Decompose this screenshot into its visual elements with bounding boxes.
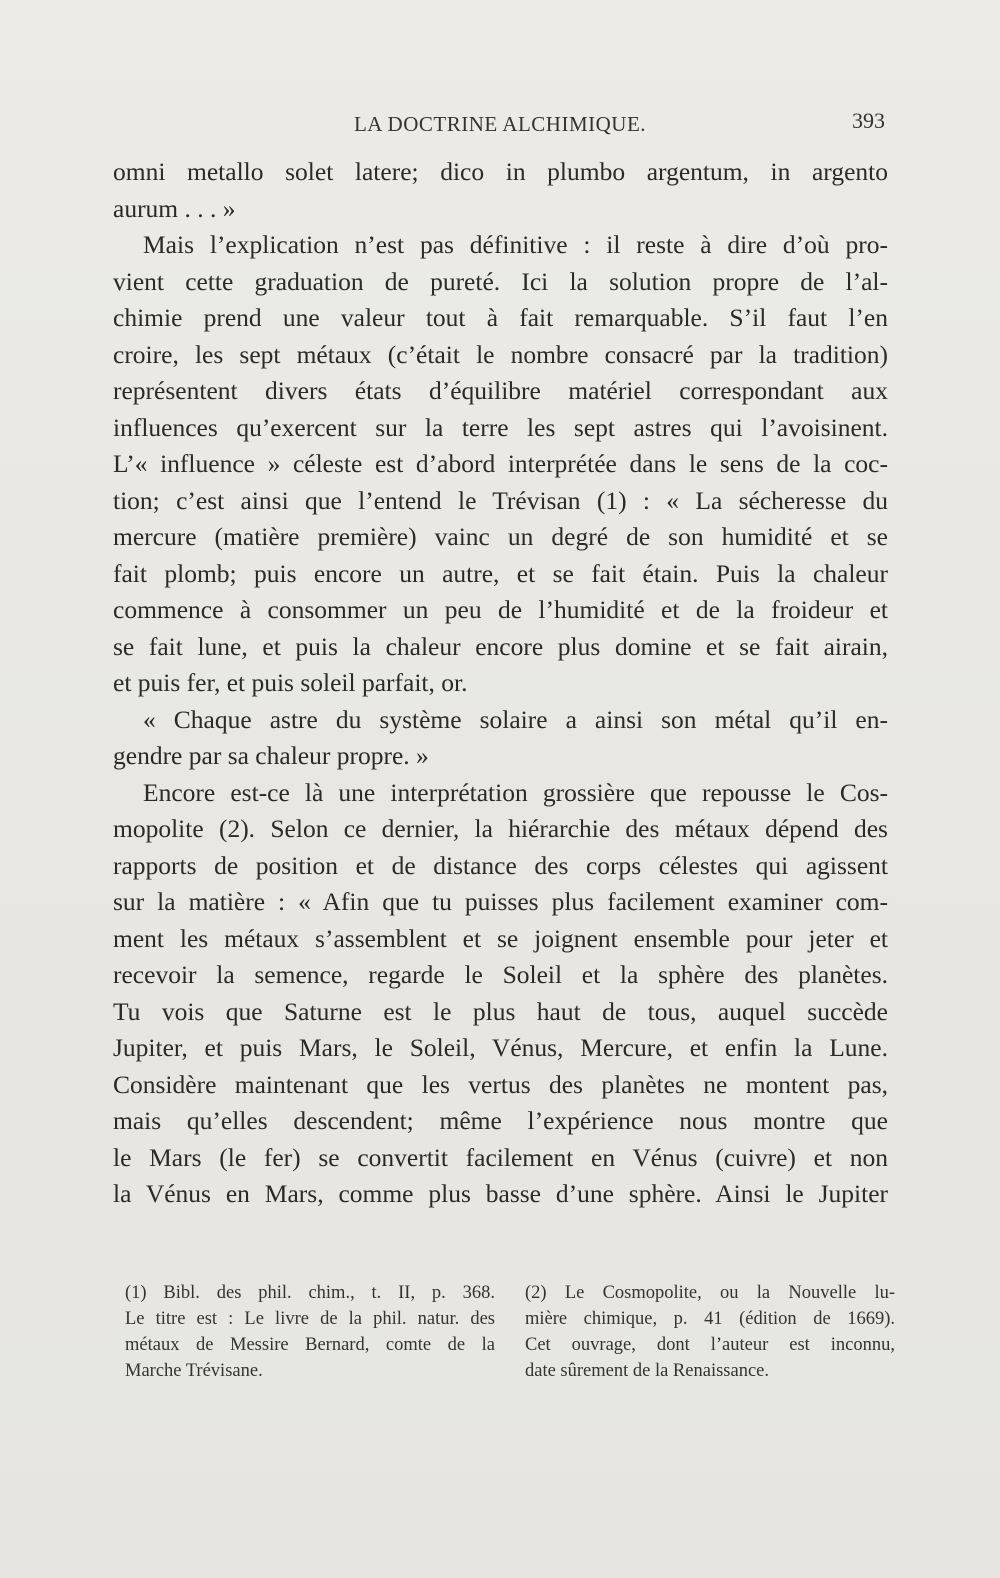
- text-line: aurum . . . »: [113, 193, 236, 223]
- text-line: représentent divers états d’équilibre matériel correspondant aux: [113, 376, 888, 405]
- footnotes: [125, 1280, 895, 1410]
- running-title: LA DOCTRINE ALCHIMIQUE.: [353, 112, 647, 136]
- text-line: vient cette graduation de pureté. Ici la solution propre de l’al-: [113, 266, 888, 296]
- text-line: « Chaque astre du système solaire a ainsi son métal qu’il en-: [143, 704, 888, 734]
- page-header: [115, 108, 885, 142]
- text-line: omni metallo solet latere; dico in plumbo argentum, in argento: [113, 157, 888, 186]
- body-text: [113, 154, 888, 1213]
- text-line: L’« influence » céleste est d’abord interprétée dans le sens de la coc-: [113, 449, 888, 478]
- text-line: et puis fer, et puis soleil parfait, or.: [113, 668, 468, 697]
- footnote-line: Marche Trévisane.: [125, 1361, 263, 1381]
- text-line: Considère maintenant que les vertus des planètes ne montent pas,: [113, 1069, 888, 1099]
- text-line: mopolite (2). Selon ce dernier, la hiérarchie des métaux dépend des: [113, 814, 888, 843]
- text-line: chimie prend une valeur tout à fait remarquable. S’il faut l’en: [113, 303, 888, 332]
- text-line: Encore est-ce là une interprétation grossière que repousse le Cos-: [143, 777, 888, 807]
- footnote-line: (1) Bibl. des phil. chim., t. II, p. 368.: [125, 1283, 495, 1303]
- text-line: commence à consommer un peu de l’humidité et de la froideur et: [113, 595, 888, 624]
- footnote-line: (2) Le Cosmopolite, ou la Nouvelle lu-: [525, 1283, 895, 1303]
- text-line: Jupiter, et puis Mars, le Soleil, Vénus, Mercure, et enfin la Lune.: [113, 1033, 888, 1062]
- footnote-line: Cet ouvrage, dont l’auteur est inconnu,: [525, 1335, 895, 1355]
- text-line: influences qu’exercent sur la terre les sept astres qui l’avoisinent.: [113, 412, 888, 442]
- text-line: Tu vois que Saturne est le plus haut de tous, auquel succède: [113, 996, 888, 1026]
- text-line: se fait lune, et puis la chaleur encore plus domine et se fait airain,: [113, 631, 888, 661]
- text-line: ment les métaux s’assemblent et se joignent ensemble pour jeter et: [113, 923, 888, 953]
- text-line: la Vénus en Mars, comme plus basse d’une sphère. Ainsi le Jupiter: [113, 1179, 888, 1208]
- footnote-line: Le titre est : Le livre de la phil. natur. des: [125, 1309, 495, 1329]
- footnote-1: [125, 1280, 495, 1384]
- text-line: mais qu’elles descendent; même l’expérience nous montre que: [113, 1106, 888, 1135]
- footnote-line: date sûrement de la Renaissance.: [525, 1361, 769, 1381]
- text-line: sur la matière : « Afin que tu puisses plus facilement examiner com-: [113, 887, 888, 916]
- text-line: recevoir la semence, regarde le Soleil et la sphère des planètes.: [113, 960, 888, 989]
- text-line: croire, les sept métaux (c’était le nombre consacré par la tradition): [113, 339, 888, 369]
- text-line: le Mars (le fer) se convertit facilement en Vénus (cuivre) et non: [113, 1142, 888, 1172]
- text-line: fait plomb; puis encore un autre, et se fait étain. Puis la chaleur: [113, 558, 888, 588]
- footnote-line: mière chimique, p. 41 (édition de 1669).: [525, 1309, 895, 1329]
- footnote-2: [525, 1280, 895, 1384]
- footnote-line: métaux de Messire Bernard, comte de la: [125, 1335, 495, 1355]
- text-line: rapports de position et de distance des corps célestes qui agissent: [113, 850, 888, 880]
- text-line: mercure (matière première) vainc un degré de son humidité et se: [113, 522, 888, 551]
- text-line: gendre par sa chaleur propre. »: [113, 741, 429, 770]
- text-line: Mais l’explication n’est pas définitive : il reste à dire d’où pro-: [143, 230, 888, 259]
- text-line: tion; c’est ainsi que l’entend le Trévisan (1) : « La sécheresse du: [113, 485, 888, 515]
- page-number: 393: [852, 108, 885, 133]
